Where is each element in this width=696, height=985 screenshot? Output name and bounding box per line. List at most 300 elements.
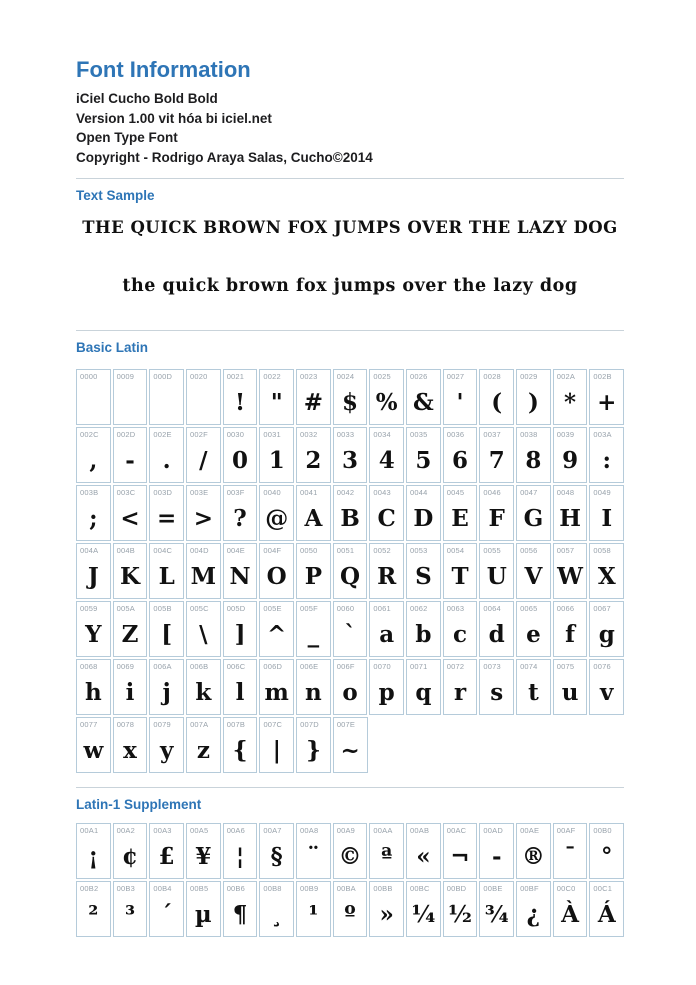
codepoint-label: 002F — [190, 430, 208, 439]
glyph-cell-0023 — [296, 369, 331, 425]
glyph-row — [76, 881, 624, 937]
glyph: ¬ — [450, 843, 470, 870]
glyph-cell-005C — [186, 601, 221, 657]
glyph-cell-00A1 — [76, 823, 111, 879]
codepoint-label: 0027 — [446, 372, 465, 381]
codepoint-label: 0067 — [593, 604, 611, 613]
glyph-cell-003B — [76, 485, 111, 541]
glyph: 1 — [268, 447, 285, 474]
glyph-cell-00A5 — [186, 823, 221, 879]
codepoint-label: 0062 — [410, 604, 428, 613]
glyph: E — [451, 505, 469, 532]
glyph-cell-003C — [113, 485, 148, 541]
glyph: b — [415, 621, 432, 648]
codepoint-label: 0022 — [263, 372, 281, 381]
glyph-cell-0062 — [406, 601, 441, 657]
codepoint-label: 005D — [226, 604, 246, 613]
glyph: } — [306, 737, 321, 764]
glyph-cell-003F — [223, 485, 258, 541]
glyph-cell-007A — [186, 717, 221, 773]
glyph-cell-00B3 — [113, 881, 148, 937]
glyph: 0 — [232, 447, 249, 474]
glyph-row — [76, 427, 624, 483]
glyph: r — [453, 679, 467, 706]
glyph: ¿ — [526, 901, 541, 928]
glyph-cell-00B2 — [76, 881, 111, 937]
glyph-cell-0036 — [443, 427, 478, 483]
glyph-cell-006F — [333, 659, 368, 715]
codepoint-label: 00BB — [373, 884, 393, 893]
codepoint-label: 00B9 — [300, 884, 319, 893]
glyph-cell-0030 — [223, 427, 258, 483]
glyph-cell-00BB — [369, 881, 404, 937]
codepoint-label: 00A8 — [300, 826, 319, 835]
glyph: S — [415, 563, 432, 590]
codepoint-label: 007D — [300, 720, 319, 729]
glyph: « — [416, 843, 431, 870]
codepoint-label: 0065 — [520, 604, 538, 613]
latin1-supplement-heading: Latin-1 Supplement — [76, 797, 202, 812]
codepoint-label: 00BA — [336, 884, 356, 893]
glyph-cell-00BA — [333, 881, 368, 937]
glyph: / — [199, 447, 208, 474]
glyph-cell-0054 — [443, 543, 478, 599]
codepoint-label: 005E — [263, 604, 282, 613]
glyph-row — [76, 823, 624, 879]
glyph-cell-004B — [113, 543, 148, 599]
codepoint-label: 0041 — [300, 488, 318, 497]
glyph: ! — [234, 389, 246, 416]
glyph-cell-0053 — [406, 543, 441, 599]
codepoint-label: 006F — [336, 662, 355, 671]
codepoint-label: 00AE — [520, 826, 540, 835]
glyph-cell-005E — [259, 601, 294, 657]
sample-text-lowercase: the quick brown fox jumps over the lazy dog — [122, 276, 578, 296]
codepoint-label: 0052 — [373, 546, 391, 555]
glyph-cell-0038 — [516, 427, 551, 483]
glyph-cell-0077 — [76, 717, 111, 773]
glyph: 4 — [378, 447, 395, 474]
glyph: v — [600, 679, 614, 706]
codepoint-label: 00A7 — [263, 826, 282, 835]
glyph-cell-005F — [296, 601, 331, 657]
glyph: : — [602, 447, 611, 474]
codepoint-label: 0030 — [226, 430, 245, 439]
codepoint-label: 006D — [263, 662, 283, 671]
glyph: d — [488, 621, 505, 648]
codepoint-label: 0074 — [520, 662, 538, 671]
glyph-cell-0049 — [589, 485, 624, 541]
codepoint-label: 0053 — [410, 546, 428, 555]
glyph: @ — [265, 505, 289, 532]
codepoint-label: 002C — [80, 430, 99, 439]
glyph-row — [76, 543, 624, 599]
section-divider — [76, 787, 624, 788]
glyph-cell-006E — [296, 659, 331, 715]
glyph-cell-0022 — [259, 369, 294, 425]
codepoint-label: 002E — [153, 430, 172, 439]
glyph-cell-0076 — [589, 659, 624, 715]
glyph-cell-0037 — [479, 427, 514, 483]
codepoint-label: 00BF — [520, 884, 539, 893]
glyph-cell-0020 — [186, 369, 221, 425]
glyph-cell-0040 — [259, 485, 294, 541]
glyph-cell-0051 — [333, 543, 368, 599]
codepoint-label: 004E — [226, 546, 246, 555]
codepoint-label: 0025 — [373, 372, 391, 381]
glyph: _ — [307, 621, 320, 648]
glyph-cell-00BE — [479, 881, 514, 937]
glyph-cell-0034 — [369, 427, 404, 483]
font-type: Open Type Font — [76, 130, 178, 145]
glyph-cell-004C — [149, 543, 184, 599]
glyph-cell-004A — [76, 543, 111, 599]
codepoint-label: 0023 — [300, 372, 318, 381]
glyph-cell-0061 — [369, 601, 404, 657]
glyph: " — [270, 389, 283, 416]
codepoint-label: 002D — [116, 430, 136, 439]
glyph-cell-00AD — [479, 823, 514, 879]
glyph: 3 — [342, 447, 359, 474]
glyph-cell-0025 — [369, 369, 404, 425]
glyph-cell-00A6 — [223, 823, 258, 879]
codepoint-label: 0072 — [446, 662, 465, 671]
glyph-cell-0078 — [113, 717, 148, 773]
codepoint-label: 00A5 — [190, 826, 209, 835]
glyph-cell-007D — [296, 717, 331, 773]
glyph: p — [378, 679, 395, 706]
glyph-cell-00AB — [406, 823, 441, 879]
codepoint-label: 004D — [190, 546, 209, 555]
glyph: ¹ — [308, 901, 319, 928]
codepoint-label: 0058 — [593, 546, 611, 555]
glyph: ¢ — [122, 843, 139, 870]
glyph-cell-0059 — [76, 601, 111, 657]
glyph-cell-00AA — [369, 823, 404, 879]
glyph-cell-0068 — [76, 659, 111, 715]
glyph: H — [559, 505, 581, 532]
glyph: ² — [88, 901, 99, 928]
codepoint-label: 0047 — [520, 488, 538, 497]
glyph: w — [83, 737, 104, 764]
codepoint-label: 002A — [556, 372, 576, 381]
glyph: µ — [194, 901, 212, 928]
codepoint-label: 0060 — [336, 604, 355, 613]
codepoint-label: 0020 — [190, 372, 208, 381]
glyph: f — [565, 621, 576, 648]
glyph: º — [344, 901, 356, 928]
glyph: x — [123, 737, 137, 764]
section-divider — [76, 330, 624, 331]
glyph: c — [453, 621, 468, 648]
codepoint-label: 0037 — [483, 430, 501, 439]
glyph-cell-0021 — [223, 369, 258, 425]
codepoint-label: 0028 — [483, 372, 501, 381]
codepoint-label: 00B2 — [80, 884, 99, 893]
basic-latin-table — [76, 369, 624, 773]
glyph-cell-0065 — [516, 601, 551, 657]
glyph: À — [561, 901, 579, 928]
glyph: Y — [85, 621, 102, 648]
glyph-cell-00BC — [406, 881, 441, 937]
codepoint-label: 0032 — [300, 430, 318, 439]
glyph — [187, 384, 220, 424]
glyph-cell-002D — [113, 427, 148, 483]
glyph-row — [76, 369, 624, 425]
glyph-cell-003A — [589, 427, 624, 483]
glyph: ¡ — [88, 843, 99, 870]
glyph-cell-0033 — [333, 427, 368, 483]
glyph-cell-0042 — [333, 485, 368, 541]
codepoint-label: 007A — [190, 720, 209, 729]
glyph-cell-003D — [149, 485, 184, 541]
codepoint-label: 00A6 — [226, 826, 246, 835]
codepoint-label: 006C — [226, 662, 246, 671]
codepoint-label: 007E — [336, 720, 356, 729]
glyph-cell-004F — [259, 543, 294, 599]
basic-latin-heading: Basic Latin — [76, 340, 149, 355]
page-title: Font Information — [76, 57, 251, 82]
text-sample-heading: Text Sample — [76, 188, 155, 203]
glyph: F — [488, 505, 505, 532]
glyph: ¨ — [307, 843, 320, 870]
codepoint-label: 005C — [190, 604, 209, 613]
codepoint-label: 0073 — [483, 662, 501, 671]
glyph: e — [526, 621, 541, 648]
glyph-cell-007E — [333, 717, 368, 773]
font-info-block — [76, 89, 624, 167]
codepoint-label: 0029 — [520, 372, 538, 381]
codepoint-label: 0000 — [80, 372, 98, 381]
codepoint-label: 0024 — [336, 372, 355, 381]
codepoint-label: 0043 — [373, 488, 391, 497]
codepoint-label: 00A1 — [80, 826, 99, 835]
codepoint-label: 00B3 — [116, 884, 135, 893]
codepoint-label: 00BC — [410, 884, 430, 893]
glyph: D — [413, 505, 434, 532]
glyph-cell-005A — [113, 601, 148, 657]
codepoint-label: 004B — [116, 546, 135, 555]
codepoint-label: 0033 — [336, 430, 355, 439]
glyph: > — [193, 505, 213, 532]
codepoint-label: 0077 — [80, 720, 98, 729]
glyph-cell-00BF — [516, 881, 551, 937]
codepoint-label: 0051 — [336, 546, 355, 555]
codepoint-label: 00B6 — [226, 884, 246, 893]
codepoint-label: 0040 — [263, 488, 281, 497]
glyph: < — [120, 505, 140, 532]
glyph-cell-00B4 — [149, 881, 184, 937]
codepoint-label: 0036 — [446, 430, 465, 439]
glyph-cell-0041 — [296, 485, 331, 541]
glyph: ` — [344, 621, 356, 648]
codepoint-label: 0035 — [410, 430, 428, 439]
codepoint-label: 00B5 — [190, 884, 209, 893]
glyph-cell-004E — [223, 543, 258, 599]
glyph-cell-0067 — [589, 601, 624, 657]
glyph-cell-00C0 — [553, 881, 588, 937]
glyph-cell-0029 — [516, 369, 551, 425]
glyph: G — [523, 505, 544, 532]
glyph: L — [158, 563, 175, 590]
glyph-cell-00A7 — [259, 823, 294, 879]
glyph: ¦ — [235, 843, 245, 870]
codepoint-label: 004F — [263, 546, 282, 555]
glyph: + — [597, 389, 617, 416]
codepoint-label: 00AF — [556, 826, 576, 835]
glyph-cell-0031 — [259, 427, 294, 483]
glyph: * — [564, 389, 577, 416]
codepoint-label: 0048 — [556, 488, 575, 497]
glyph: - — [491, 843, 502, 870]
codepoint-label: 0056 — [520, 546, 538, 555]
codepoint-label: 005B — [153, 604, 172, 613]
glyph-cell-00A9 — [333, 823, 368, 879]
glyph: N — [229, 563, 251, 590]
glyph-cell-0064 — [479, 601, 514, 657]
glyph-cell-00B5 — [186, 881, 221, 937]
glyph: ½ — [448, 901, 473, 928]
glyph: l — [235, 679, 245, 706]
font-copyright: Copyright - Rodrigo Araya Salas, Cucho©2014 — [76, 149, 373, 165]
glyph-cell-0032 — [296, 427, 331, 483]
glyph-cell-00B9 — [296, 881, 331, 937]
codepoint-label: 00AA — [373, 826, 393, 835]
codepoint-label: 00A2 — [116, 826, 135, 835]
glyph: 9 — [562, 447, 579, 474]
glyph-cell-002F — [186, 427, 221, 483]
glyph-cell-0073 — [479, 659, 514, 715]
glyph: h — [84, 679, 102, 706]
glyph-cell-007B — [223, 717, 258, 773]
glyph-cell-0060 — [333, 601, 368, 657]
glyph-cell-005B — [149, 601, 184, 657]
glyph-cell-00B0 — [589, 823, 624, 879]
glyph: 5 — [415, 447, 432, 474]
glyph: V — [524, 563, 543, 590]
codepoint-label: 0038 — [520, 430, 538, 439]
glyph-cell-006A — [149, 659, 184, 715]
glyph-cell-006B — [186, 659, 221, 715]
glyph: $ — [342, 389, 359, 416]
glyph-cell-005D — [223, 601, 258, 657]
latin1-supplement-table — [76, 823, 624, 937]
glyph: C — [377, 505, 396, 532]
glyph-cell-00AE — [516, 823, 551, 879]
codepoint-label: 0039 — [556, 430, 575, 439]
glyph: ª — [381, 843, 393, 870]
codepoint-label: 006B — [190, 662, 209, 671]
glyph: ^ — [267, 621, 287, 648]
glyph: P — [304, 563, 323, 590]
glyph-cell-0027 — [443, 369, 478, 425]
glyph-cell-0070 — [369, 659, 404, 715]
glyph: t — [528, 679, 539, 706]
glyph-cell-0079 — [149, 717, 184, 773]
codepoint-label: 0055 — [483, 546, 501, 555]
glyph: ) — [527, 389, 539, 416]
codepoint-label: 0034 — [373, 430, 391, 439]
codepoint-label: 0071 — [410, 662, 428, 671]
glyph: J — [87, 563, 99, 590]
codepoint-label: 007B — [226, 720, 246, 729]
glyph-cell-0066 — [553, 601, 588, 657]
glyph: ¥ — [195, 843, 212, 870]
glyph-cell-000D — [149, 369, 184, 425]
glyph: ® — [521, 843, 545, 870]
glyph-cell-0044 — [406, 485, 441, 541]
codepoint-label: 00AB — [410, 826, 430, 835]
glyph: U — [486, 563, 507, 590]
glyph-cell-0047 — [516, 485, 551, 541]
codepoint-label: 0070 — [373, 662, 391, 671]
glyph-cell-0072 — [443, 659, 478, 715]
glyph: ' — [456, 389, 464, 416]
glyph: Z — [121, 621, 139, 648]
glyph: = — [157, 505, 177, 532]
codepoint-label: 000D — [153, 372, 173, 381]
glyph: X — [597, 563, 616, 590]
glyph-cell-0057 — [553, 543, 588, 599]
glyph: m — [264, 679, 289, 706]
glyph: Á — [597, 901, 616, 928]
codepoint-label: 00B0 — [593, 826, 612, 835]
glyph-row — [76, 601, 624, 657]
section-divider — [76, 178, 624, 179]
codepoint-label: 007C — [263, 720, 283, 729]
glyph-cell-004D — [186, 543, 221, 599]
codepoint-label: 0057 — [556, 546, 575, 555]
glyph: - — [125, 447, 135, 474]
codepoint-label: 003D — [153, 488, 173, 497]
codepoint-label: 00C1 — [593, 884, 613, 893]
codepoint-label: 006A — [153, 662, 172, 671]
glyph-cell-0069 — [113, 659, 148, 715]
glyph: y — [160, 737, 174, 764]
glyph: W — [557, 563, 583, 590]
glyph-cell-006D — [259, 659, 294, 715]
codepoint-label: 0064 — [483, 604, 501, 613]
glyph-cell-0000 — [76, 369, 111, 425]
codepoint-label: 004A — [80, 546, 99, 555]
codepoint-label: 0044 — [410, 488, 428, 497]
codepoint-label: 003E — [190, 488, 209, 497]
codepoint-label: 0079 — [153, 720, 171, 729]
codepoint-label: 00C0 — [556, 884, 576, 893]
codepoint-label: 004C — [153, 546, 173, 555]
glyph-cell-0046 — [479, 485, 514, 541]
glyph-cell-0028 — [479, 369, 514, 425]
glyph: 2 — [305, 447, 322, 474]
glyph: Q — [340, 563, 361, 590]
glyph-cell-002E — [149, 427, 184, 483]
glyph: O — [266, 563, 287, 590]
glyph: q — [415, 679, 432, 706]
glyph-cell-00AC — [443, 823, 478, 879]
glyph: | — [272, 737, 281, 764]
codepoint-label: 0021 — [226, 372, 245, 381]
glyph-cell-00C1 — [589, 881, 624, 937]
codepoint-label: 0049 — [593, 488, 611, 497]
codepoint-label: 0054 — [446, 546, 465, 555]
glyph: 8 — [525, 447, 542, 474]
glyph-cell-0075 — [553, 659, 588, 715]
glyph-cell-0071 — [406, 659, 441, 715]
codepoint-label: 00AD — [483, 826, 503, 835]
glyph-cell-0035 — [406, 427, 441, 483]
glyph: a — [379, 621, 395, 648]
font-name: iCiel Cucho Bold Bold — [76, 91, 218, 106]
